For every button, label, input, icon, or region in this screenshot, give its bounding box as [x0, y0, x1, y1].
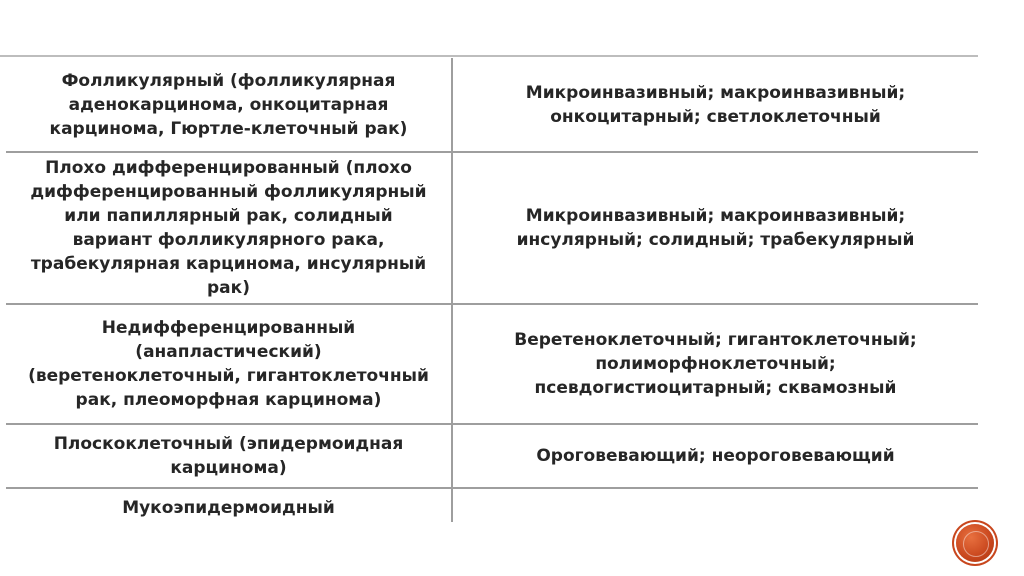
cell-text: Плохо дифференцированный (плохо дифференцированный фолликулярный или папиллярный рак, солидный вариант фолликулярного рака, трабекулярная карцинома, инсулярный рак) — [30, 158, 427, 298]
table-cell-type — [6, 304, 452, 424]
cell-text: Микроинвазивный; макроинвазивный; онкоцитарный; светлоклеточный — [525, 82, 906, 127]
table-row — [6, 424, 978, 488]
table-cell-variants — [452, 424, 978, 488]
table-cell-type — [6, 152, 452, 304]
cell-text: Фолликулярный (фолликулярная аденокарцинома, онкоцитарная карцинома, Гюртле-клеточный рак) — [49, 70, 408, 139]
table-cell-variants — [452, 488, 978, 522]
cell-text: Недифференцированный (анапластический) (веретеноклеточный, гигантоклеточный рак, плеоморфная карцинома) — [28, 318, 429, 410]
circle-logo-icon — [956, 524, 994, 562]
table-cell-variants — [452, 152, 978, 304]
table-cell-variants — [452, 58, 978, 152]
cell-text: Ороговевающий; неороговевающий — [536, 446, 895, 466]
table-row — [6, 488, 978, 522]
table-row — [6, 58, 978, 152]
logo-ring — [963, 531, 989, 557]
cell-text: Веретеноклеточный; гигантоклеточный; полиморфноклеточный; псевдогистиоцитарный; сквамозный — [514, 330, 917, 398]
cell-text: Микроинвазивный; макроинвазивный; инсулярный; солидный; трабекулярный — [516, 206, 915, 250]
table-cell-type — [6, 58, 452, 152]
classification-table — [6, 58, 978, 522]
table-cell-type — [6, 424, 452, 488]
table-row — [6, 152, 978, 304]
table-cell-variants — [452, 304, 978, 424]
top-divider — [0, 55, 978, 57]
classification-table-container — [6, 58, 978, 522]
cell-text: Плоскоклеточный (эпидермоидная карцинома) — [53, 434, 404, 478]
table-cell-type — [6, 488, 452, 522]
table-row — [6, 304, 978, 424]
cell-text: Мукоэпидермоидный — [122, 498, 335, 518]
